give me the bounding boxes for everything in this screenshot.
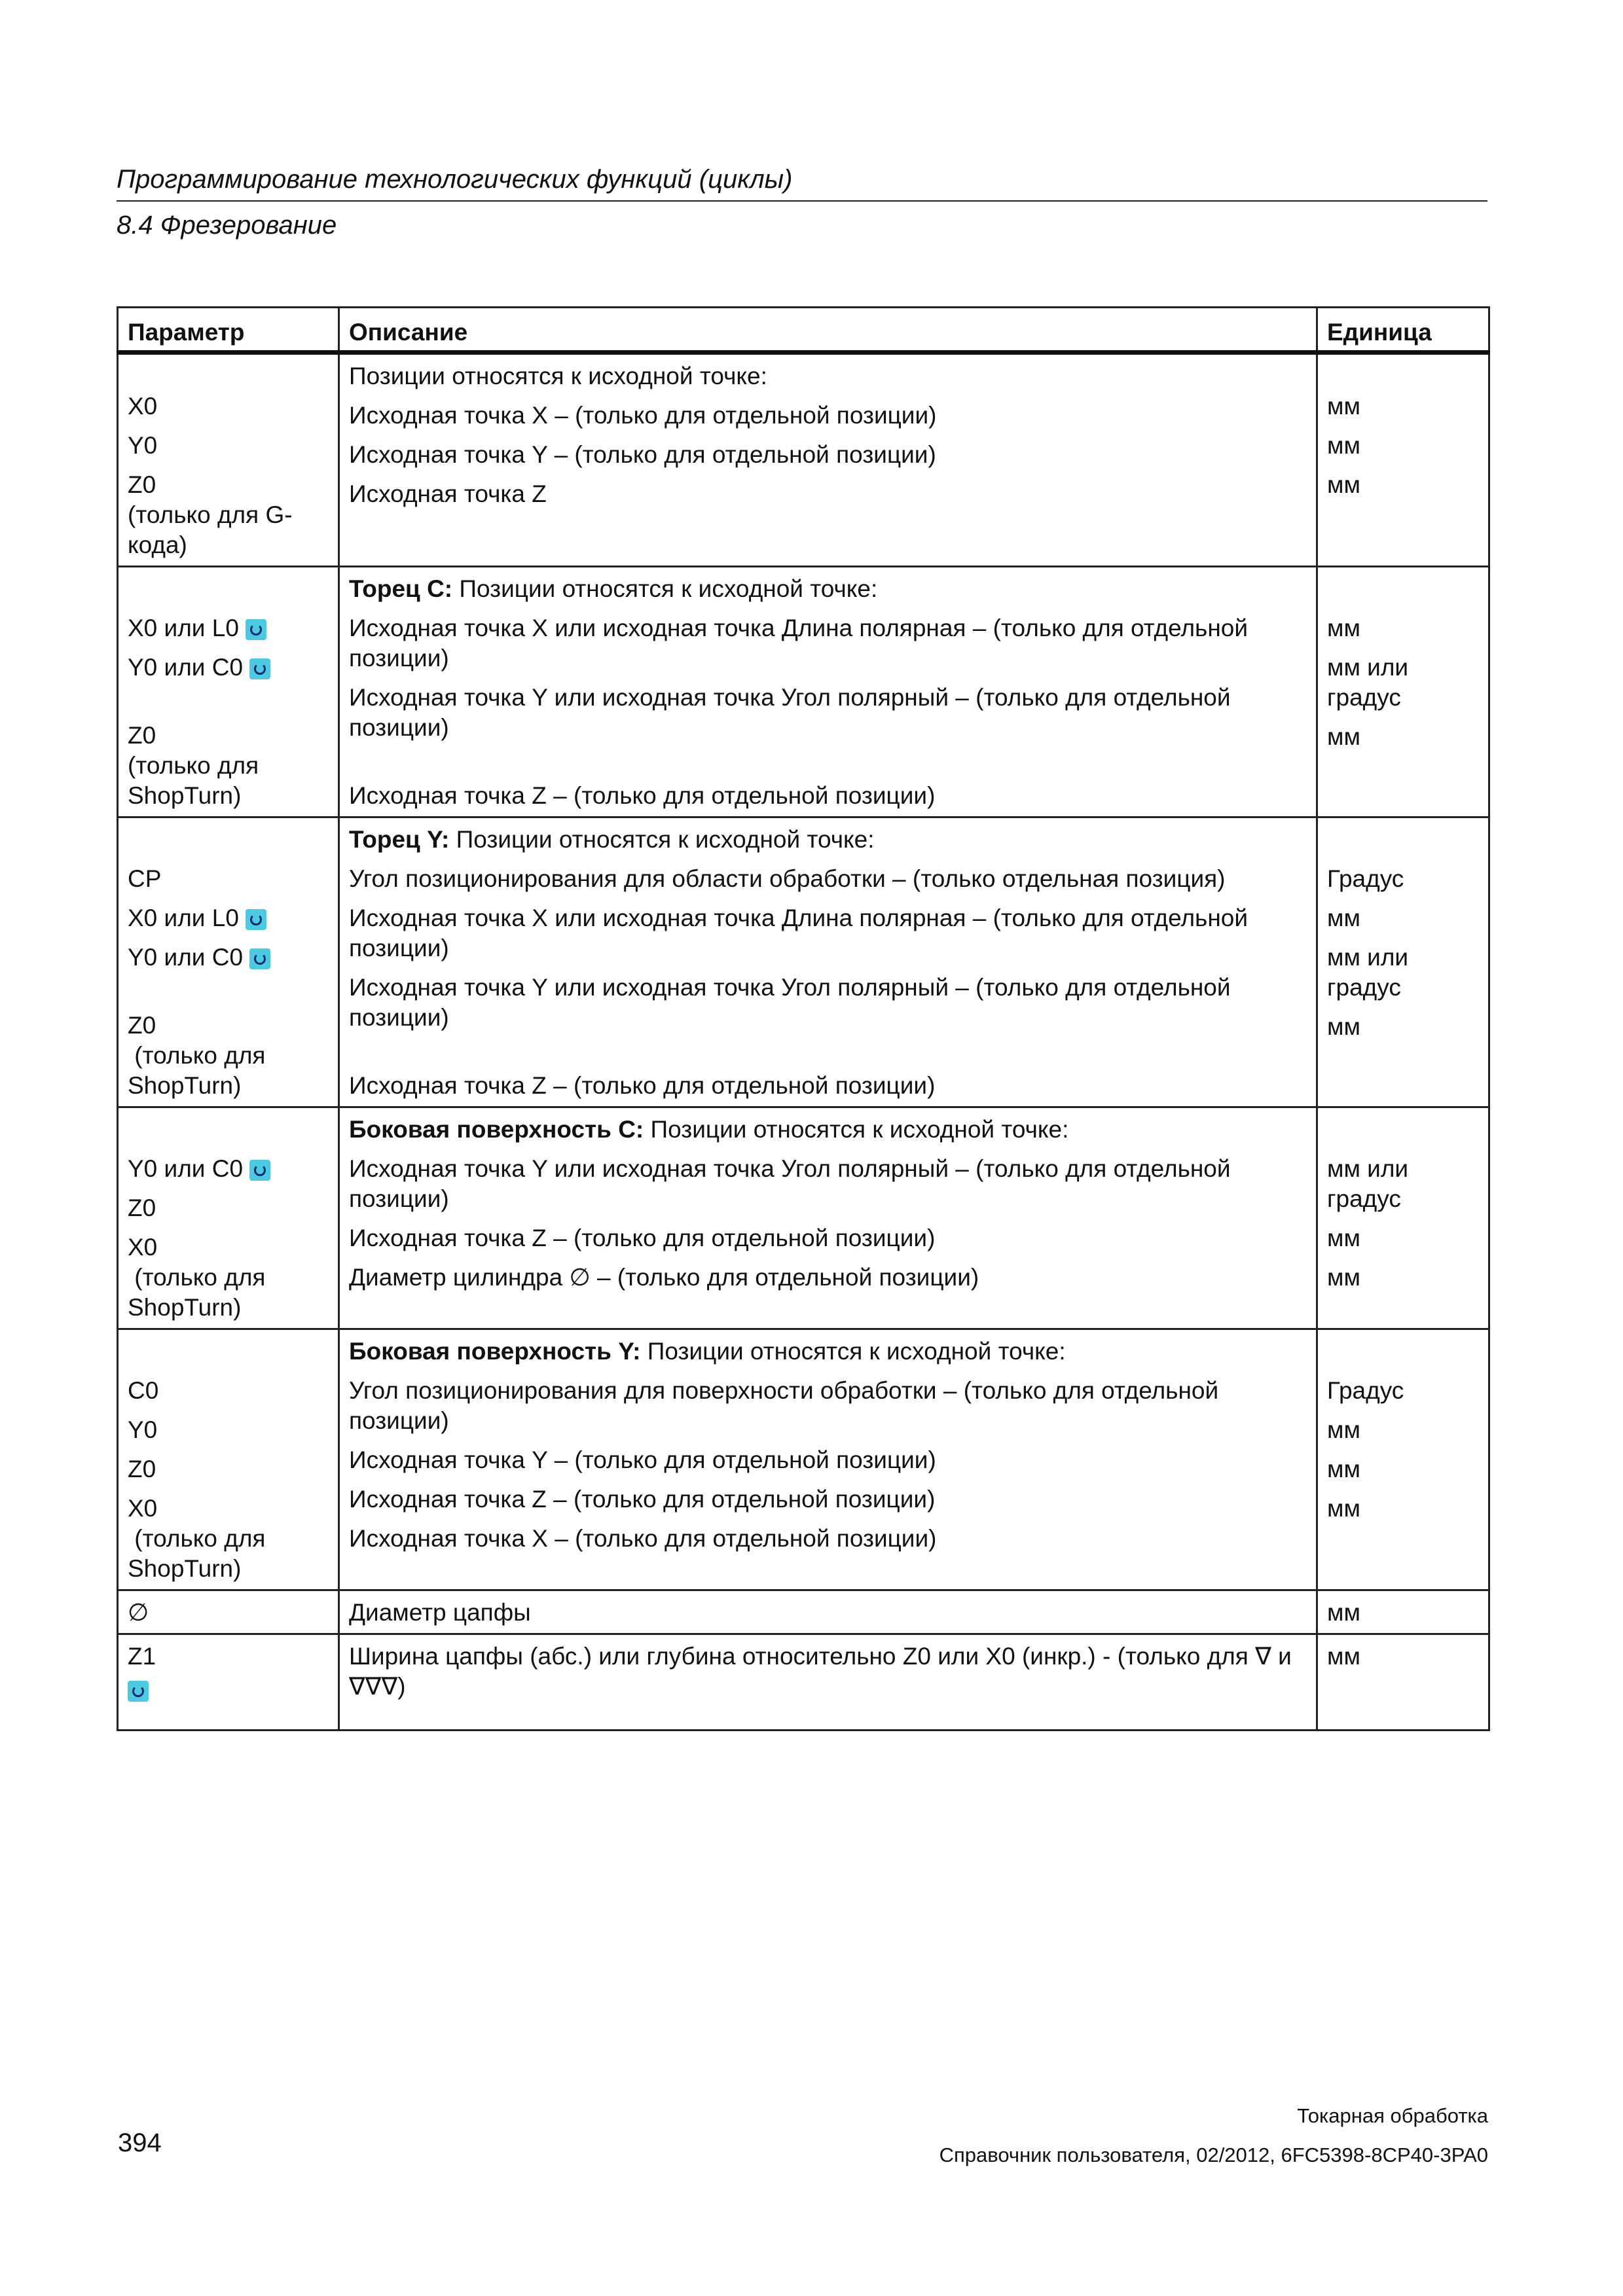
table-header-row bbox=[118, 308, 1489, 353]
param-cell bbox=[118, 1329, 339, 1590]
unit-value: градус bbox=[1327, 1185, 1401, 1212]
description-heading: Торец Y: bbox=[349, 826, 450, 853]
description-text: Исходная точка Y или исходная точка Угол полярный – (только для отдельной позиции) bbox=[349, 1155, 1231, 1212]
table-row bbox=[118, 817, 1489, 1107]
page-header bbox=[117, 162, 1487, 242]
page-number: 394 bbox=[118, 2128, 162, 2157]
unit-value: мм bbox=[1327, 905, 1360, 931]
toggle-cycle-icon[interactable] bbox=[246, 619, 266, 640]
unit-value: мм bbox=[1327, 1599, 1360, 1626]
description-text: Исходная точка X или исходная точка Длина полярная – (только для отдельной позиции) bbox=[349, 905, 1249, 961]
param-note: ShopTurn) bbox=[128, 782, 242, 809]
param-note: ShopTurn) bbox=[128, 1555, 242, 1582]
table-row bbox=[118, 1329, 1489, 1590]
toggle-cycle-icon[interactable] bbox=[246, 909, 266, 930]
param-name: Z1 bbox=[128, 1643, 156, 1670]
description-text: Исходная точка Z bbox=[349, 480, 547, 507]
param-cell bbox=[118, 1107, 339, 1329]
column-header-unit: Единица bbox=[1317, 308, 1489, 353]
description-text: Исходная точка Z – (только для отдельной позиции) bbox=[349, 1486, 936, 1513]
param-name: X0 или L0 bbox=[128, 615, 239, 641]
param-name: Z0 bbox=[128, 1456, 156, 1482]
description-text: Диаметр цапфы bbox=[349, 1599, 531, 1626]
description-cell bbox=[339, 1107, 1317, 1329]
unit-cell bbox=[1317, 1590, 1489, 1634]
toggle-cycle-icon[interactable] bbox=[249, 948, 270, 969]
table-row bbox=[118, 1590, 1489, 1634]
unit-cell bbox=[1317, 567, 1489, 817]
unit-value: мм bbox=[1327, 471, 1360, 498]
param-note: (только для bbox=[128, 1264, 266, 1291]
unit-cell bbox=[1317, 353, 1489, 567]
description-text: Исходная точка Y или исходная точка Угол полярный – (только для отдельной позиции) bbox=[349, 974, 1231, 1031]
param-name: Y0 bbox=[128, 1416, 158, 1443]
param-name: Y0 или C0 bbox=[128, 1155, 244, 1182]
description-cell bbox=[339, 1329, 1317, 1590]
unit-value: мм bbox=[1327, 1456, 1360, 1482]
parameter-table bbox=[117, 306, 1490, 1731]
unit-cell bbox=[1317, 1634, 1489, 1731]
unit-value: Градус bbox=[1327, 865, 1404, 892]
column-header-parameter: Параметр bbox=[118, 308, 339, 353]
page-footer bbox=[939, 2102, 1488, 2169]
param-name: C0 bbox=[128, 1377, 159, 1404]
description-text: Угол позиционирования для области обработки – (только отдельная позиция) bbox=[349, 865, 1226, 892]
unit-value: мм или bbox=[1327, 654, 1409, 681]
param-name: Y0 bbox=[128, 432, 158, 459]
document-reference: Справочник пользователя, 02/2012, 6FC5398-8CP40-3PA0 bbox=[939, 2144, 1488, 2166]
unit-cell bbox=[1317, 817, 1489, 1107]
section-title: 8.4 Фрезерование bbox=[117, 211, 337, 240]
table-row bbox=[118, 1634, 1489, 1731]
param-name: CP bbox=[128, 865, 162, 892]
param-name: X0 или L0 bbox=[128, 905, 239, 931]
param-cell bbox=[118, 353, 339, 567]
unit-value: мм bbox=[1327, 1416, 1360, 1443]
param-note: кода) bbox=[128, 531, 187, 558]
description-text: Исходная точка Z – (только для отдельной позиции) bbox=[349, 1225, 936, 1251]
param-name: X0 bbox=[128, 1495, 158, 1522]
description-text: Угол позиционирования для поверхности обработки – (только для отдельной позиции) bbox=[349, 1377, 1219, 1434]
description-heading: Торец C: bbox=[349, 575, 453, 602]
description-text: Исходная точка Y или исходная точка Угол полярный – (только для отдельной позиции) bbox=[349, 684, 1231, 741]
description-text: Исходная точка X – (только для отдельной позиции) bbox=[349, 402, 937, 429]
description-cell bbox=[339, 1590, 1317, 1634]
unit-cell bbox=[1317, 1329, 1489, 1590]
param-cell bbox=[118, 1634, 339, 1731]
document-title: Токарная обработка bbox=[1297, 2104, 1488, 2127]
param-note: (только для bbox=[128, 1525, 266, 1552]
description-intro: Позиции относятся к исходной точке: bbox=[640, 1338, 1066, 1365]
description-intro: Позиции относятся к исходной точке: bbox=[644, 1116, 1069, 1143]
table-row bbox=[118, 1107, 1489, 1329]
unit-value: мм bbox=[1327, 1225, 1360, 1251]
description-cell bbox=[339, 567, 1317, 817]
description-heading: Боковая поверхность C: bbox=[349, 1116, 644, 1143]
toggle-cycle-icon[interactable] bbox=[128, 1681, 149, 1702]
param-cell bbox=[118, 567, 339, 817]
param-name: Z0 bbox=[128, 471, 156, 498]
description-heading: Боковая поверхность Y: bbox=[349, 1338, 641, 1365]
description-cell bbox=[339, 1634, 1317, 1731]
unit-value: мм bbox=[1327, 393, 1360, 420]
description-text: Диаметр цилиндра ∅ – (только для отдельной позиции) bbox=[349, 1264, 979, 1291]
param-name: X0 bbox=[128, 1234, 158, 1261]
param-note: (только для bbox=[128, 752, 259, 779]
description-intro: Позиции относятся к исходной точке: bbox=[349, 363, 767, 389]
param-cell bbox=[118, 817, 339, 1107]
description-text: Исходная точка X или исходная точка Длина полярная – (только для отдельной позиции) bbox=[349, 615, 1249, 672]
description-text: Исходная точка X – (только для отдельной позиции) bbox=[349, 1525, 937, 1552]
toggle-cycle-icon[interactable] bbox=[249, 1160, 270, 1181]
unit-value: градус bbox=[1327, 684, 1401, 711]
unit-value: Градус bbox=[1327, 1377, 1404, 1404]
unit-value: мм bbox=[1327, 1643, 1360, 1670]
description-cell bbox=[339, 817, 1317, 1107]
unit-value: мм или bbox=[1327, 944, 1409, 971]
param-note: (только для G- bbox=[128, 501, 293, 528]
param-note: ShopTurn) bbox=[128, 1294, 242, 1321]
column-header-description: Описание bbox=[339, 308, 1317, 353]
description-text: Ширина цапфы (абс.) или глубина относительно Z0 или X0 (инкр.) - (только для ∇ и ∇∇∇) bbox=[349, 1643, 1292, 1700]
unit-value: мм bbox=[1327, 1495, 1360, 1522]
param-name: X0 bbox=[128, 393, 158, 420]
param-name: Z0 bbox=[128, 1012, 156, 1039]
chapter-title: Программирование технологических функций (циклы) bbox=[117, 162, 1487, 202]
table-row bbox=[118, 353, 1489, 567]
description-intro: Позиции относятся к исходной точке: bbox=[452, 575, 878, 602]
table-row bbox=[118, 567, 1489, 817]
param-name: Y0 или C0 bbox=[128, 944, 244, 971]
param-name: Y0 или C0 bbox=[128, 654, 244, 681]
unit-value: мм bbox=[1327, 432, 1360, 459]
description-text: Исходная точка Z – (только для отдельной позиции) bbox=[349, 1072, 936, 1099]
unit-value: мм bbox=[1327, 1013, 1360, 1040]
param-name: Z0 bbox=[128, 722, 156, 749]
param-cell bbox=[118, 1590, 339, 1634]
unit-value: градус bbox=[1327, 974, 1401, 1001]
unit-value: мм или bbox=[1327, 1155, 1409, 1182]
description-text: Исходная точка Y – (только для отдельной позиции) bbox=[349, 1446, 936, 1473]
unit-value: мм bbox=[1327, 615, 1360, 641]
description-intro: Позиции относятся к исходной точке: bbox=[449, 826, 875, 853]
param-name: ∅ bbox=[128, 1599, 149, 1626]
param-name: Z0 bbox=[128, 1194, 156, 1221]
unit-cell bbox=[1317, 1107, 1489, 1329]
description-cell bbox=[339, 353, 1317, 567]
param-note: (только для bbox=[128, 1042, 266, 1069]
description-text: Исходная точка Y – (только для отдельной позиции) bbox=[349, 441, 936, 468]
param-note: ShopTurn) bbox=[128, 1072, 242, 1099]
unit-value: мм bbox=[1327, 723, 1360, 750]
description-text: Исходная точка Z – (только для отдельной позиции) bbox=[349, 782, 936, 809]
unit-value: мм bbox=[1327, 1264, 1360, 1291]
toggle-cycle-icon[interactable] bbox=[249, 658, 270, 679]
